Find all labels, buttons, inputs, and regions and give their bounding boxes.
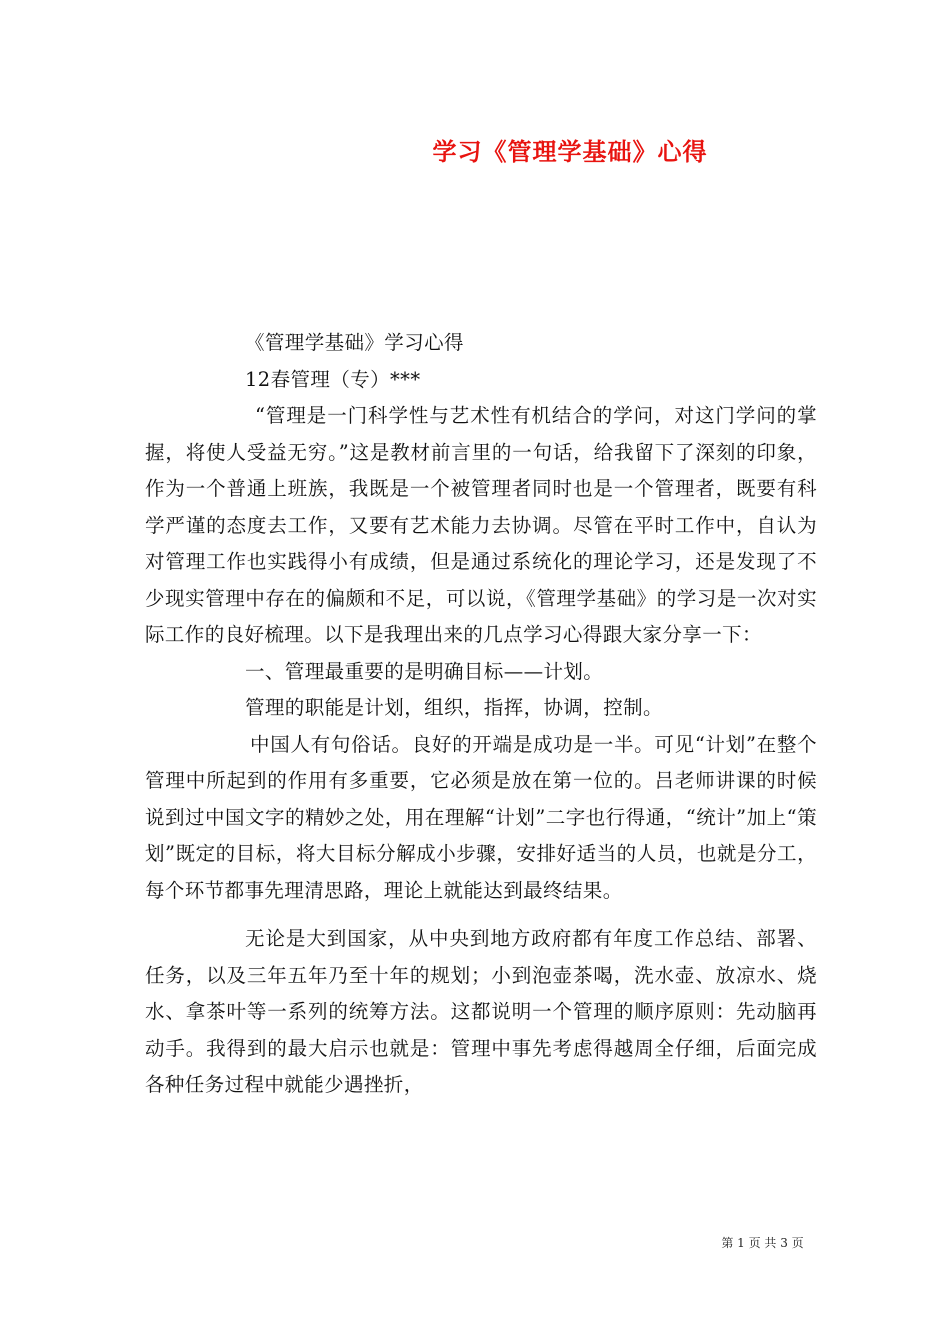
- paragraph-examples: 无论是大到国家，从中央到地方政府都有年度工作总结、部署、任务，以及三年五年乃至十年的规划；小到泡壶茶喝，洗水壶、放凉水、烧水、拿茶叶等一系列的统筹方法。这都说明一个管理的顺序原则：先动脑再动手。我得到的最大启示也就是：管理中事先考虑得越周全仔细，后面完成各种任务过程中就能少遇挫折，: [145, 927, 817, 1096]
- paragraph-planning: 中国人有句俗话。良好的开端是成功是一半。可见“计划”在整个管理中所起到的作用有多重要，它必须是放在第一位的。吕老师讲课的时候说到过中国文字的精妙之处，用在理解“计划”二字也行得通，“统计”加上“策划”既定的目标，将大目标分解成小步骤，安排好适当的人员，也就是分工，每个环节都事先理清思路，理论上就能达到最终结果。: [145, 732, 817, 902]
- paragraph-intro: “管理是一门科学性与艺术性有机结合的学问，对这门学问的掌握，将使人受益无穷。”这是教材前言里的一句话，给我留下了深刻的印象，作为一个普通上班族，我既是一个被管理者同时也是一个管理者，既要有科学严谨的态度去工作，又要有艺术能力去协调。尽管在平时工作中，自认为对管理工作也实践得小有成绩，但是通过系统化的理论学习，还是发现了不少现实管理中存在的偏颇和不足，可以说，《管理学基础》的学习是一次对实际工作的良好梳理。以下是我理出来的几点学习心得跟大家分享一下：: [145, 404, 817, 646]
- document-title: 学习《管理学基础》心得: [432, 137, 708, 166]
- paragraph-functions: 管理的职能是计划，组织，指挥，协调，控制。: [245, 696, 663, 719]
- paragraph-subtitle: 《管理学基础》学习心得: [245, 331, 464, 354]
- document-body: [145, 325, 817, 1104]
- paragraph-section-heading: 一、管理最重要的是明确目标——计划。: [245, 659, 604, 683]
- page-footer: 第 1 页 共 3 页: [721, 1236, 804, 1250]
- paragraph-author: 12春管理（专）***: [245, 367, 421, 391]
